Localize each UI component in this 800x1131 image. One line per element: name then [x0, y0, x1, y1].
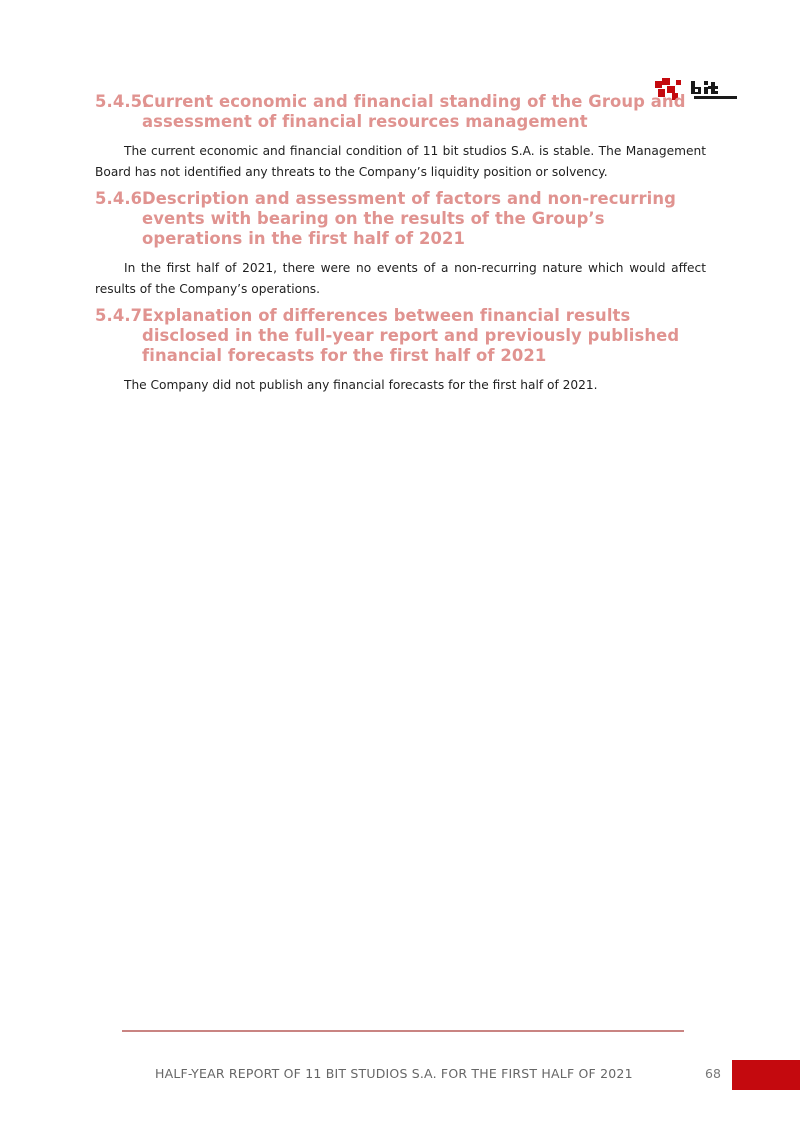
section-title: Current economic and financial standing of the Group and assessment of financial resources management [142, 92, 686, 131]
document-body [95, 92, 706, 402]
footer-accent-tab [732, 1060, 800, 1090]
section-5-4-6 [95, 189, 706, 300]
footer-divider [122, 1030, 684, 1032]
section-5-4-7 [95, 306, 706, 396]
section-heading [95, 92, 706, 132]
section-number: 5.4.7. [95, 306, 149, 325]
footer-report-title: HALF-YEAR REPORT OF 11 BIT STUDIOS S.A. FOR THE FIRST HALF OF 2021 [155, 1066, 633, 1081]
section-heading [95, 306, 706, 366]
section-title: Explanation of differences between financial results disclosed in the full-year report and previously published financial forecasts for the first half of 2021 [142, 306, 680, 365]
section-number: 5.4.6. [95, 189, 149, 208]
section-heading [95, 189, 706, 249]
section-5-4-5 [95, 92, 706, 183]
section-number: 5.4.5. [95, 92, 149, 111]
section-paragraph: In the first half of 2021, there were no events of a non-recurring nature which would affect results of the Company’s operations. [95, 261, 706, 296]
section-paragraph: The Company did not publish any financial forecasts for the first half of 2021. [124, 378, 598, 392]
page-number: 68 [705, 1066, 721, 1081]
section-paragraph: The current economic and financial condition of 11 bit studios S.A. is stable. The Management Board has not identified any threats to the Company’s liquidity position or solvency. [95, 144, 706, 179]
section-title: Description and assessment of factors and non-recurring events with bearing on the results of the Group’s operations in the first half of 2021 [142, 189, 676, 248]
